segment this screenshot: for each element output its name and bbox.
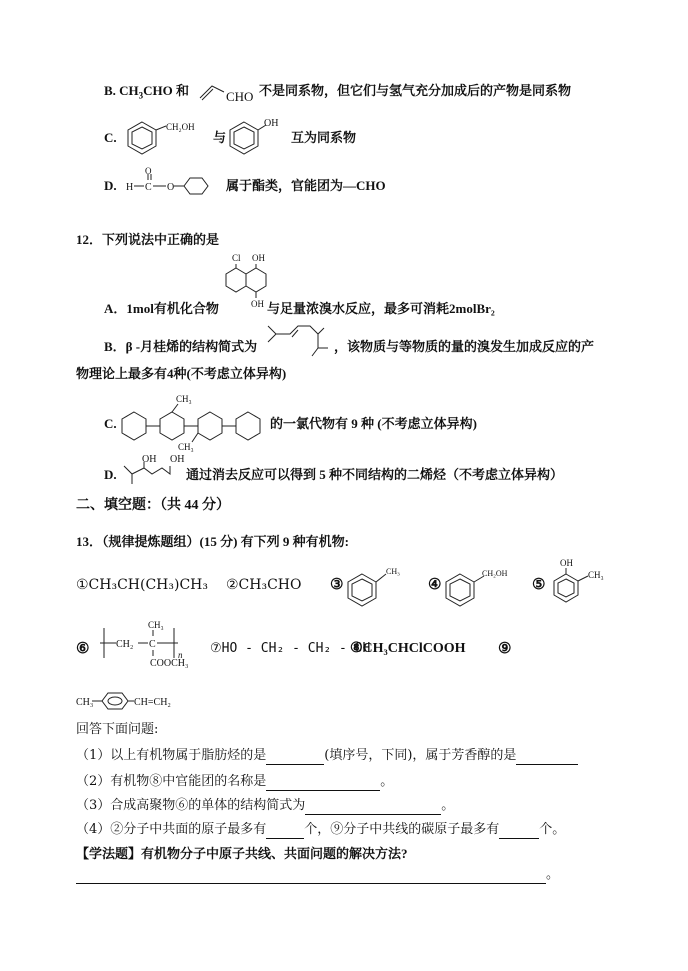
q12-c-ch3a: CH₃ — [176, 394, 192, 404]
compound-5-label: ⑤ — [532, 577, 546, 593]
q12-a-oh1: OH — [252, 253, 265, 263]
compound-4-ch2oh: CH₂OH — [482, 569, 508, 578]
answer-blank-4[interactable] — [305, 800, 441, 815]
compound-3-label: ③ — [330, 577, 344, 593]
q13-part3-b: 。 — [441, 798, 455, 813]
q11-c-oh: OH — [264, 118, 279, 129]
answer-blank-5[interactable] — [266, 824, 304, 839]
q11-b-formula: CHO 和 — [143, 83, 190, 98]
benzyl-alcohol-2-structure — [444, 564, 514, 610]
compound-6-label: ⑥ — [76, 641, 90, 657]
compound-6-cooch3: COOCH₃ — [150, 658, 189, 669]
q12-c-ch3b: CH₃ — [178, 442, 194, 452]
q12-a-text: 与足量浓溴水反应，最多可消耗2molBr₂ — [267, 301, 495, 316]
compound-1: ①CH₃CH(CH₃)CH₃ — [76, 577, 208, 593]
compound-6-c: C — [149, 639, 156, 650]
terphenyl-structure — [118, 390, 268, 454]
methylstyrene-structure — [76, 689, 196, 713]
q13-part3-a: （3）合成高聚物⑥的单体的结构简式为 — [76, 798, 306, 813]
q11-c-text: 互为同系物 — [291, 130, 357, 145]
compound-7: ⑦HO - CH₂ - CH₂ - OH — [210, 641, 371, 656]
q12-d-text: 通过消去反应可以得到 5 种不同结构的二烯烃（不考虑立体异构） — [186, 467, 564, 482]
q11-option-b: B. $CH_3CHO$ 和 — [104, 83, 190, 101]
q12-b-text1: ，该物质与等物质的量的溴发生加成反应的产 — [334, 339, 595, 354]
compound-6-ch3: CH₃ — [148, 620, 164, 630]
toluene-structure — [346, 564, 406, 610]
q11-b-label: B. CH — [104, 83, 139, 98]
q12-title: 12．下列说法中正确的是 — [76, 232, 220, 247]
q12-b-text2: 物理论上最多有4种(不考虑立体异构) — [76, 366, 287, 381]
compound-2: ②CH₃CHO — [226, 577, 302, 593]
benzyl-alcohol-structure — [122, 118, 202, 158]
q13-method-line — [76, 866, 559, 884]
q13-part4-a: （4）②分子中共面的原子最多有 — [76, 822, 267, 837]
q12-d-oh1: OH — [142, 454, 157, 465]
q11-c-yu: 与 — [213, 130, 227, 145]
answer-blank-1[interactable] — [266, 750, 324, 765]
q13-part1-a: （1）以上有机物属于脂肪烃的是 — [76, 748, 267, 763]
q13-part4-c: 个。 — [539, 822, 566, 837]
q11-d-label: D. — [104, 178, 117, 193]
pmma-structure — [98, 618, 198, 674]
myrcene-structure — [266, 322, 334, 362]
q12-b-label: B．β -月桂烯的结构简式为 — [104, 339, 258, 354]
q11-c-label: C. — [104, 130, 117, 145]
q13-part2-a: （2）有机物⑧中官能团的名称是 — [76, 774, 267, 789]
compound-5-ch3: CH₃ — [588, 570, 604, 580]
q11-c-ch2oh: CH₂OH — [166, 122, 195, 132]
q12-c-label: C. — [104, 416, 117, 431]
q11-d-c: C — [145, 182, 152, 193]
q11-b-cho: CHO — [226, 89, 254, 104]
q13-part2 — [76, 773, 393, 791]
q13-prompt: 回答下面问题: — [76, 722, 159, 737]
q13-title: 13．（规律提炼题组）(15 分) 有下列 9 种有机物: — [76, 534, 349, 549]
compound-9-label: ⑨ — [498, 641, 512, 657]
compound-9-vinyl: CH=CH₂ — [134, 697, 171, 708]
q13-part1-b: (填序号，下同)，属于芳香醇的是 — [324, 748, 517, 763]
section-title: 二、填空题：（共 44 分） — [76, 498, 230, 513]
answer-blank-7[interactable] — [76, 869, 546, 884]
q13-part4 — [76, 821, 565, 839]
diol-structure — [120, 452, 192, 488]
q11-d-o2: O — [167, 182, 175, 193]
q12-a-cl: Cl — [232, 253, 241, 263]
compound-8: ⑧CH₃CHClCOOH — [350, 641, 466, 656]
q11-b-text: 不是同系物，但它们与氢气充分加成后的产物是同系物 — [259, 83, 572, 98]
q12-a-label: A．1mol有机化合物 — [104, 301, 219, 316]
q11-d-o1: O — [145, 166, 152, 176]
compound-3-ch3: CH₃ — [386, 567, 400, 576]
cyclohexyl-formate-structure — [122, 166, 222, 200]
answer-blank-3[interactable] — [266, 776, 380, 791]
compound-9-ch3: CH₃ — [76, 697, 94, 708]
q12-d-oh2: OH — [170, 454, 185, 465]
answer-blank-2[interactable] — [516, 750, 578, 765]
compound-6-ch2: CH₂ — [116, 639, 134, 650]
phenol-structure — [224, 116, 284, 158]
compound-5-oh: OH — [560, 558, 573, 568]
q11-d-h: H — [126, 182, 134, 193]
propenal-structure — [198, 80, 260, 104]
q13-method: 【学法题】有机物分子中原子共线、共面问题的解决方法? — [76, 846, 408, 861]
q12-a-oh2: OH — [251, 299, 264, 309]
q13-part1 — [76, 747, 578, 765]
q12-c-text: 的一氯代物有 9 种 (不考虑立体异构) — [270, 416, 477, 431]
q13-part3 — [76, 797, 454, 815]
q12-d-label: D. — [104, 467, 117, 482]
compound-4-label: ④ — [428, 577, 442, 593]
q13-part2-b: 。 — [380, 774, 394, 789]
cresol-structure — [544, 556, 610, 608]
q13-part4-b: 个，⑨分子中共线的碳原子最多有 — [304, 822, 500, 837]
compound-6-n: n — [178, 650, 183, 660]
q11-d-text: 属于酯类，官能团为—CHO — [226, 178, 386, 193]
q13-end: 。 — [546, 867, 560, 882]
answer-blank-6[interactable] — [499, 824, 539, 839]
